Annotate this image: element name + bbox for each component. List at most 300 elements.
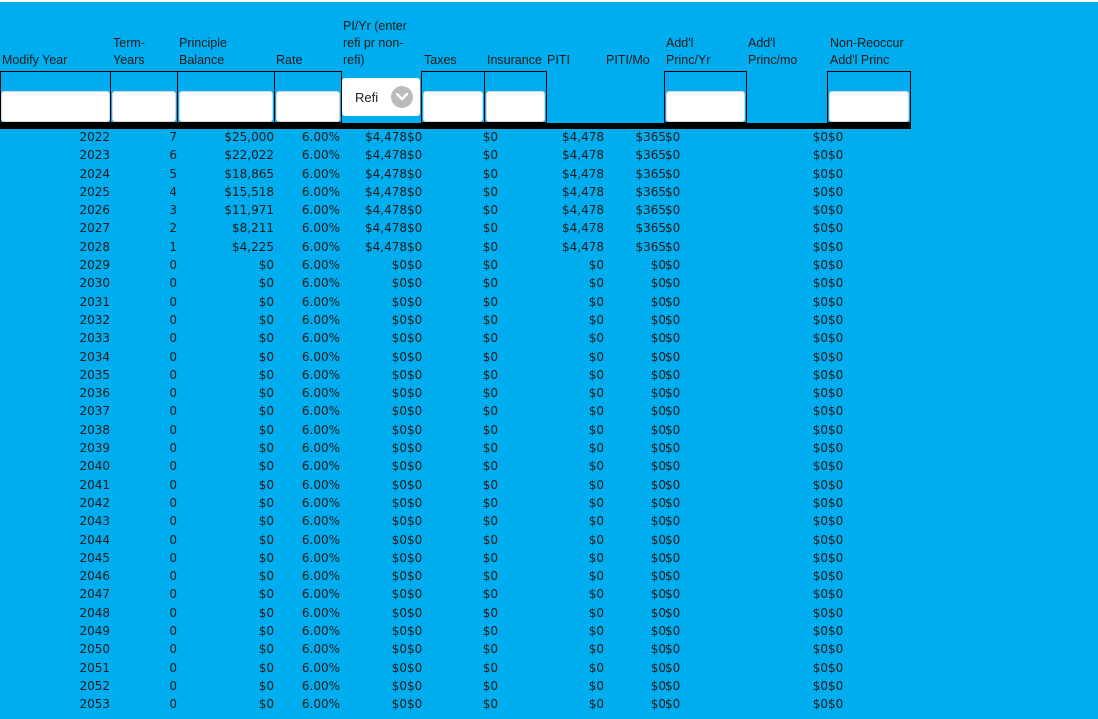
cell-term: 7 <box>169 130 177 144</box>
cell-rate: 6.00% <box>301 587 340 602</box>
cell-addl-princ-mo: $0 <box>812 331 828 346</box>
cell-rate: 6.00% <box>301 514 340 529</box>
cell-piti: $0 <box>588 367 604 382</box>
cell-term: 0 <box>169 569 177 584</box>
cell-piti: $0 <box>588 569 604 584</box>
cell-piti-mo: $365 <box>635 148 666 163</box>
table-row <box>0 129 1098 147</box>
cell-addl-princ-yr: $0 <box>665 184 681 199</box>
cell-piti: $0 <box>588 276 604 291</box>
cell-piti-mo: $0 <box>650 404 666 419</box>
cell-piti: $4,478 <box>562 221 604 236</box>
cell-addl-princ-yr: $0 <box>665 532 681 547</box>
cell-non-reoccur: $0 <box>828 569 844 584</box>
cell-non-reoccur: $0 <box>828 441 844 456</box>
cell-non-reoccur: $0 <box>828 386 844 401</box>
header-insurance: Insurance <box>487 53 542 67</box>
cell-non-reoccur: $0 <box>828 697 844 712</box>
cell-term: 0 <box>169 697 177 712</box>
cell-piti-mo: $0 <box>650 514 666 529</box>
cell-piti: $4,478 <box>562 184 604 199</box>
cell-addl-princ-yr: $0 <box>665 239 681 254</box>
cell-pi-yr: $0 <box>391 367 407 382</box>
cell-taxes: $0 <box>407 404 423 419</box>
header-addl-princ-mo-line1: Add'l <box>748 36 776 50</box>
cell-addl-princ-mo: $0 <box>812 441 828 456</box>
cell-non-reoccur: $0 <box>828 367 844 382</box>
cell-taxes: $0 <box>407 532 423 547</box>
cell-insurance: $0 <box>482 514 498 529</box>
cell-non-reoccur: $0 <box>828 239 844 254</box>
cell-addl-princ-mo: $0 <box>812 221 828 236</box>
taxes-input[interactable] <box>423 91 483 122</box>
cell-pi-yr: $4,478 <box>365 239 407 254</box>
cell-year: 2036 <box>79 386 110 401</box>
cell-term: 1 <box>169 239 177 254</box>
rate-input[interactable] <box>276 91 340 122</box>
cell-rate: 6.00% <box>301 349 340 364</box>
cell-non-reoccur: $0 <box>828 514 844 529</box>
cell-insurance: $0 <box>482 678 498 693</box>
cell-rate: 6.00% <box>301 697 340 712</box>
cell-addl-princ-yr: $0 <box>665 550 681 565</box>
cell-term: 0 <box>169 660 177 675</box>
cell-taxes: $0 <box>407 660 423 675</box>
cell-insurance: $0 <box>482 349 498 364</box>
cell-rate: 6.00% <box>301 642 340 657</box>
cell-addl-princ-yr: $0 <box>665 294 681 309</box>
table-row <box>0 294 1098 312</box>
cell-taxes: $0 <box>407 294 423 309</box>
cell-non-reoccur: $0 <box>828 166 844 181</box>
cell-addl-princ-mo: $0 <box>812 312 828 327</box>
cell-piti: $4,478 <box>562 239 604 254</box>
cell-pi-yr: $0 <box>391 569 407 584</box>
cell-term: 4 <box>169 184 177 199</box>
cell-non-reoccur: $0 <box>828 276 844 291</box>
cell-piti: $0 <box>588 477 604 492</box>
table-row <box>0 367 1098 385</box>
header-term-years-line2: Years <box>113 53 145 67</box>
header-term-years <box>113 35 145 69</box>
cell-addl-princ-yr: $0 <box>665 422 681 437</box>
cell-addl-princ-yr: $0 <box>665 660 681 675</box>
cell-term: 0 <box>169 258 177 273</box>
cell-piti-mo: $0 <box>650 258 666 273</box>
cell-year: 2024 <box>79 166 110 181</box>
cell-taxes: $0 <box>407 166 423 181</box>
cell-insurance: $0 <box>482 605 498 620</box>
cell-non-reoccur: $0 <box>828 203 844 218</box>
cell-rate: 6.00% <box>301 386 340 401</box>
cell-piti-mo: $365 <box>635 221 666 236</box>
cell-pi-yr: $4,478 <box>365 130 407 144</box>
cell-insurance: $0 <box>482 441 498 456</box>
cell-piti-mo: $0 <box>650 312 666 327</box>
cell-insurance: $0 <box>482 386 498 401</box>
cell-taxes: $0 <box>407 203 423 218</box>
table-row <box>0 696 1098 714</box>
cell-piti-mo: $0 <box>650 349 666 364</box>
cell-insurance: $0 <box>482 532 498 547</box>
cell-piti: $0 <box>588 294 604 309</box>
cell-addl-princ-mo: $0 <box>812 239 828 254</box>
cell-insurance: $0 <box>482 184 498 199</box>
cell-insurance: $0 <box>482 422 498 437</box>
cell-piti-mo: $0 <box>650 477 666 492</box>
cell-balance: $22,022 <box>224 148 274 163</box>
cell-taxes: $0 <box>407 349 423 364</box>
cell-addl-princ-yr: $0 <box>665 130 681 144</box>
cell-addl-princ-yr: $0 <box>665 258 681 273</box>
term-years-input[interactable] <box>112 91 176 122</box>
cell-pi-yr: $0 <box>391 660 407 675</box>
cell-pi-yr: $4,478 <box>365 148 407 163</box>
cell-insurance: $0 <box>482 203 498 218</box>
cell-piti: $0 <box>588 312 604 327</box>
cell-term: 0 <box>169 678 177 693</box>
cell-rate: 6.00% <box>301 569 340 584</box>
cell-insurance: $0 <box>482 148 498 163</box>
cell-year: 2048 <box>79 605 110 620</box>
cell-addl-princ-mo: $0 <box>812 386 828 401</box>
cell-balance: $0 <box>258 404 274 419</box>
cell-rate: 6.00% <box>301 605 340 620</box>
cell-addl-princ-mo: $0 <box>812 569 828 584</box>
cell-year: 2045 <box>79 550 110 565</box>
principle-balance-input[interactable] <box>179 91 273 122</box>
cell-balance: $0 <box>258 605 274 620</box>
cell-term: 0 <box>169 331 177 346</box>
cell-non-reoccur: $0 <box>828 148 844 163</box>
cell-term: 0 <box>169 367 177 382</box>
table-row <box>0 403 1098 421</box>
table-row <box>0 220 1098 238</box>
cell-term: 0 <box>169 514 177 529</box>
cell-balance: $0 <box>258 587 274 602</box>
cell-insurance: $0 <box>482 239 498 254</box>
cell-addl-princ-mo: $0 <box>812 605 828 620</box>
cell-year: 2031 <box>79 294 110 309</box>
cell-piti-mo: $365 <box>635 239 666 254</box>
cell-non-reoccur: $0 <box>828 605 844 620</box>
cell-balance: $18,865 <box>224 166 274 181</box>
cell-pi-yr: $0 <box>391 624 407 639</box>
cell-non-reoccur: $0 <box>828 660 844 675</box>
cell-term: 0 <box>169 477 177 492</box>
cell-addl-princ-mo: $0 <box>812 678 828 693</box>
cell-taxes: $0 <box>407 605 423 620</box>
cell-year: 2025 <box>79 184 110 199</box>
cell-addl-princ-mo: $0 <box>812 367 828 382</box>
cell-addl-princ-mo: $0 <box>812 495 828 510</box>
cell-balance: $0 <box>258 642 274 657</box>
header-pi-yr <box>343 18 407 69</box>
cell-rate: 6.00% <box>301 258 340 273</box>
cell-insurance: $0 <box>482 367 498 382</box>
table-row <box>0 239 1098 257</box>
header-piti-mo: PITI/Mo <box>606 53 650 67</box>
amortization-table <box>0 129 1098 715</box>
cell-piti-mo: $0 <box>650 495 666 510</box>
cell-rate: 6.00% <box>301 477 340 492</box>
cell-term: 0 <box>169 532 177 547</box>
cell-piti: $0 <box>588 386 604 401</box>
cell-year: 2035 <box>79 367 110 382</box>
cell-piti-mo: $0 <box>650 386 666 401</box>
cell-addl-princ-yr: $0 <box>665 697 681 712</box>
cell-rate: 6.00% <box>301 203 340 218</box>
cell-insurance: $0 <box>482 569 498 584</box>
table-row <box>0 513 1098 531</box>
cell-balance: $0 <box>258 660 274 675</box>
cell-rate: 6.00% <box>301 130 340 144</box>
cell-pi-yr: $4,478 <box>365 166 407 181</box>
cell-addl-princ-yr: $0 <box>665 221 681 236</box>
cell-year: 2026 <box>79 203 110 218</box>
table-row <box>0 184 1098 202</box>
addl-princ-yr-input[interactable] <box>666 91 745 122</box>
cell-piti: $4,478 <box>562 166 604 181</box>
cell-insurance: $0 <box>482 624 498 639</box>
cell-term: 6 <box>169 148 177 163</box>
modify-year-input[interactable] <box>1 91 110 122</box>
cell-non-reoccur: $0 <box>828 404 844 419</box>
cell-insurance: $0 <box>482 477 498 492</box>
cell-term: 0 <box>169 587 177 602</box>
cell-year: 2049 <box>79 624 110 639</box>
table-row <box>0 147 1098 165</box>
table-row <box>0 275 1098 293</box>
cell-balance: $0 <box>258 459 274 474</box>
cell-balance: $0 <box>258 441 274 456</box>
cell-piti-mo: $0 <box>650 422 666 437</box>
cell-pi-yr: $4,478 <box>365 184 407 199</box>
cell-addl-princ-mo: $0 <box>812 294 828 309</box>
cell-non-reoccur: $0 <box>828 184 844 199</box>
cell-addl-princ-yr: $0 <box>665 477 681 492</box>
cell-taxes: $0 <box>407 331 423 346</box>
cell-term: 0 <box>169 294 177 309</box>
cell-balance: $0 <box>258 294 274 309</box>
cell-addl-princ-yr: $0 <box>665 459 681 474</box>
cell-balance: $8,211 <box>232 221 274 236</box>
cell-term: 0 <box>169 550 177 565</box>
cell-addl-princ-mo: $0 <box>812 276 828 291</box>
cell-taxes: $0 <box>407 130 423 144</box>
header-pi-yr-line2: refi pr non- <box>343 36 404 50</box>
cell-rate: 6.00% <box>301 550 340 565</box>
cell-non-reoccur: $0 <box>828 678 844 693</box>
header-addl-princ-yr-line2: Princ/Yr <box>666 53 711 67</box>
cell-year: 2052 <box>79 678 110 693</box>
cell-addl-princ-yr: $0 <box>665 367 681 382</box>
cell-pi-yr: $0 <box>391 550 407 565</box>
cell-term: 0 <box>169 312 177 327</box>
insurance-input[interactable] <box>486 91 545 122</box>
cell-piti-mo: $0 <box>650 294 666 309</box>
header-principle-balance <box>179 35 227 69</box>
table-row <box>0 495 1098 513</box>
cell-piti-mo: $0 <box>650 550 666 565</box>
cell-pi-yr: $0 <box>391 587 407 602</box>
cell-piti-mo: $0 <box>650 276 666 291</box>
refi-select[interactable] <box>342 78 420 116</box>
cell-insurance: $0 <box>482 312 498 327</box>
table-row <box>0 312 1098 330</box>
cell-pi-yr: $0 <box>391 678 407 693</box>
cell-taxes: $0 <box>407 569 423 584</box>
non-reoccur-input[interactable] <box>829 91 909 122</box>
cell-balance: $4,225 <box>232 239 274 254</box>
cell-year: 2043 <box>79 514 110 529</box>
cell-year: 2053 <box>79 697 110 712</box>
cell-piti-mo: $0 <box>650 587 666 602</box>
cell-pi-yr: $0 <box>391 386 407 401</box>
table-row <box>0 605 1098 623</box>
cell-rate: 6.00% <box>301 148 340 163</box>
cell-addl-princ-yr: $0 <box>665 605 681 620</box>
header-pi-yr-line1: PI/Yr (enter <box>343 19 407 33</box>
cell-pi-yr: $0 <box>391 331 407 346</box>
cell-rate: 6.00% <box>301 331 340 346</box>
cell-addl-princ-mo: $0 <box>812 130 828 144</box>
cell-pi-yr: $0 <box>391 312 407 327</box>
cell-year: 2044 <box>79 532 110 547</box>
cell-piti: $0 <box>588 532 604 547</box>
cell-balance: $0 <box>258 550 274 565</box>
header-piti: PITI <box>547 53 570 67</box>
cell-term: 0 <box>169 404 177 419</box>
cell-rate: 6.00% <box>301 276 340 291</box>
cell-rate: 6.00% <box>301 404 340 419</box>
cell-year: 2047 <box>79 587 110 602</box>
cell-piti: $0 <box>588 587 604 602</box>
table-row <box>0 641 1098 659</box>
cell-taxes: $0 <box>407 441 423 456</box>
cell-pi-yr: $4,478 <box>365 203 407 218</box>
cell-insurance: $0 <box>482 221 498 236</box>
cell-taxes: $0 <box>407 312 423 327</box>
cell-addl-princ-mo: $0 <box>812 404 828 419</box>
cell-non-reoccur: $0 <box>828 624 844 639</box>
cell-addl-princ-mo: $0 <box>812 349 828 364</box>
cell-taxes: $0 <box>407 459 423 474</box>
cell-term: 0 <box>169 386 177 401</box>
cell-pi-yr: $0 <box>391 605 407 620</box>
cell-addl-princ-yr: $0 <box>665 312 681 327</box>
cell-pi-yr: $0 <box>391 349 407 364</box>
header-addl-princ-mo-line2: Princ/mo <box>748 53 798 67</box>
cell-piti: $4,478 <box>562 130 604 144</box>
cell-taxes: $0 <box>407 642 423 657</box>
cell-taxes: $0 <box>407 678 423 693</box>
cell-piti: $4,478 <box>562 203 604 218</box>
cell-piti: $0 <box>588 697 604 712</box>
cell-year: 2033 <box>79 331 110 346</box>
table-row <box>0 623 1098 641</box>
cell-addl-princ-mo: $0 <box>812 459 828 474</box>
cell-rate: 6.00% <box>301 495 340 510</box>
cell-non-reoccur: $0 <box>828 477 844 492</box>
cell-term: 0 <box>169 605 177 620</box>
cell-piti: $0 <box>588 422 604 437</box>
cell-term: 0 <box>169 642 177 657</box>
cell-pi-yr: $0 <box>391 258 407 273</box>
table-row <box>0 330 1098 348</box>
cell-piti: $4,478 <box>562 148 604 163</box>
cell-taxes: $0 <box>407 514 423 529</box>
cell-insurance: $0 <box>482 258 498 273</box>
cell-year: 2040 <box>79 459 110 474</box>
cell-balance: $0 <box>258 422 274 437</box>
header-rate: Rate <box>276 53 303 67</box>
cell-addl-princ-mo: $0 <box>812 422 828 437</box>
cell-pi-yr: $0 <box>391 276 407 291</box>
cell-piti-mo: $0 <box>650 605 666 620</box>
cell-balance: $0 <box>258 514 274 529</box>
cell-year: 2037 <box>79 404 110 419</box>
cell-addl-princ-mo: $0 <box>812 258 828 273</box>
header-principle-line1: Principle <box>179 36 227 50</box>
cell-term: 0 <box>169 349 177 364</box>
cell-piti: $0 <box>588 258 604 273</box>
cell-pi-yr: $0 <box>391 495 407 510</box>
cell-taxes: $0 <box>407 184 423 199</box>
cell-pi-yr: $0 <box>391 697 407 712</box>
cell-addl-princ-yr: $0 <box>665 148 681 163</box>
cell-taxes: $0 <box>407 148 423 163</box>
cell-piti-mo: $0 <box>650 569 666 584</box>
cell-term: 3 <box>169 203 177 218</box>
cell-piti-mo: $365 <box>635 184 666 199</box>
cell-rate: 6.00% <box>301 678 340 693</box>
cell-non-reoccur: $0 <box>828 221 844 236</box>
cell-pi-yr: $0 <box>391 477 407 492</box>
table-row <box>0 202 1098 220</box>
cell-year: 2039 <box>79 441 110 456</box>
cell-addl-princ-mo: $0 <box>812 203 828 218</box>
header-principle-line2: Balance <box>179 53 225 67</box>
cell-piti: $0 <box>588 514 604 529</box>
header-non-reoccur <box>830 35 904 69</box>
table-row <box>0 257 1098 275</box>
cell-term: 0 <box>169 495 177 510</box>
cell-balance: $11,971 <box>224 203 274 218</box>
cell-addl-princ-mo: $0 <box>812 587 828 602</box>
cell-piti-mo: $365 <box>635 166 666 181</box>
cell-taxes: $0 <box>407 624 423 639</box>
cell-taxes: $0 <box>407 258 423 273</box>
cell-year: 2041 <box>79 477 110 492</box>
cell-taxes: $0 <box>407 367 423 382</box>
cell-non-reoccur: $0 <box>828 550 844 565</box>
cell-taxes: $0 <box>407 276 423 291</box>
cell-term: 0 <box>169 422 177 437</box>
cell-year: 2030 <box>79 276 110 291</box>
cell-addl-princ-yr: $0 <box>665 331 681 346</box>
header-taxes: Taxes <box>424 53 457 67</box>
header-modify-year: Modify Year <box>2 53 68 67</box>
cell-rate: 6.00% <box>301 660 340 675</box>
header-non-reoccur-line1: Non-Reoccur <box>830 36 904 50</box>
cell-insurance: $0 <box>482 697 498 712</box>
cell-year: 2027 <box>79 221 110 236</box>
cell-balance: $15,518 <box>224 184 274 199</box>
cell-non-reoccur: $0 <box>828 349 844 364</box>
table-row <box>0 440 1098 458</box>
cell-rate: 6.00% <box>301 459 340 474</box>
